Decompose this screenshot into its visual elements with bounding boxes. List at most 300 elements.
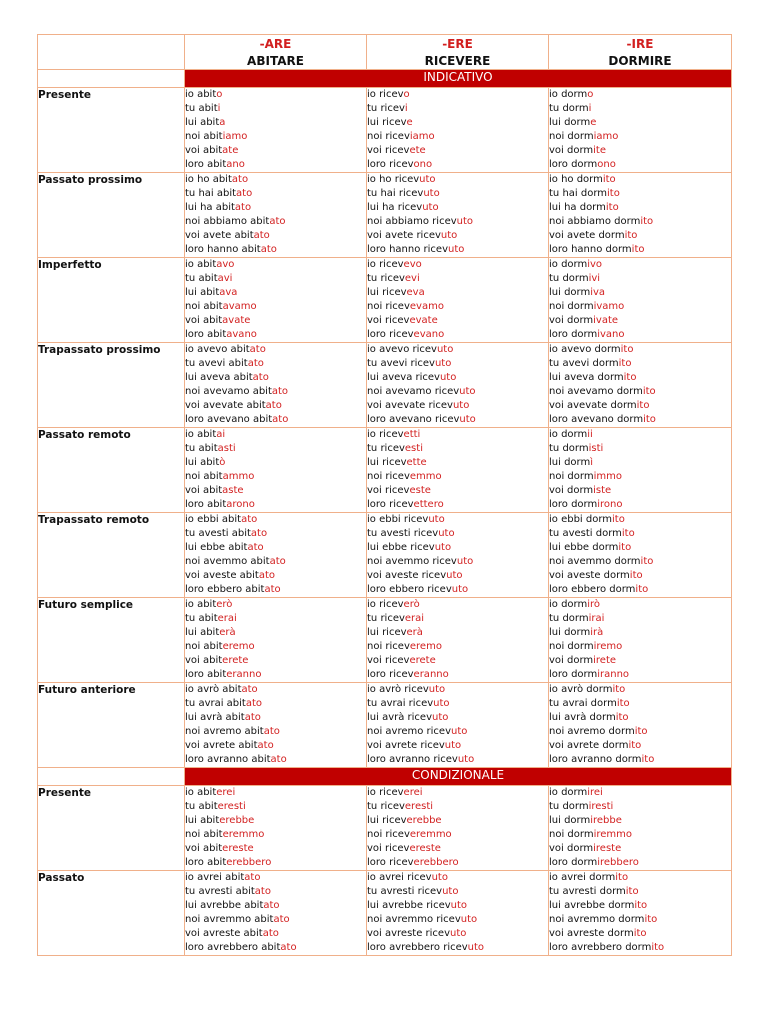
conjugation-line [549,683,731,697]
conjugation-stem: loro abit [185,329,227,340]
conjugation-ending: ato [258,570,275,581]
conjugation-line [367,371,548,385]
conjugation-ending: ito [615,712,629,723]
conjugation-stem: loro avevano ricev [367,414,460,425]
conjugation-stem: voi avete abit [185,230,254,241]
conjugation-line [549,786,731,800]
section-title-bar: CONDIZIONALE [185,768,732,786]
conjugation-line [549,428,731,442]
conjugation-line [367,173,548,187]
conjugation-line [549,913,731,927]
conjugation-line [549,527,731,541]
conjugation-line [549,612,731,626]
conjugation-stem: io avrei dorm [549,872,616,883]
conjugation-stem: noi avemmo abit [185,556,270,567]
conjugation-line [367,399,548,413]
conjugation-stem: noi dorm [549,131,594,142]
conjugation-line [185,814,366,828]
conjugation-ending: ato [241,514,258,525]
conjugation-line [367,187,548,201]
conjugation-ending: ito [612,514,625,525]
conjugation-stem: io ricev [367,599,404,610]
conjugation-line [185,800,366,814]
conjugation-stem: noi abit [185,131,223,142]
conjugation-ending: eranno [226,669,262,680]
conjugation-line [185,527,366,541]
conjugation-ending: irono [597,499,623,510]
conjugation-stem: noi avremo abit [185,726,264,737]
conjugation-ending: uto [456,216,474,227]
conjugation-stem: lui abit [185,457,220,468]
conjugation-ending: ito [644,914,658,925]
conjugation-ending: ava [219,287,238,298]
conjugation-line [549,856,731,870]
conjugation-stem: tu abit [185,613,218,624]
conjugation-line [367,927,548,941]
conjugation-line [185,258,366,272]
conjugation-line [549,243,731,257]
conjugation-line [549,272,731,286]
conjugation-line [549,314,731,328]
conjugation-line [185,668,366,682]
conjugation-line [549,941,731,955]
conjugation-ending: ammo [222,471,255,482]
tense-name: Futuro semplice [38,598,185,683]
conjugation-ending: irò [587,599,601,610]
conjugation-stem: io avevo ricev [367,344,437,355]
conjugation-ending: uto [467,942,485,953]
conjugation-line [185,753,366,767]
conjugation-ending: ato [265,400,282,411]
conjugation-line [367,428,548,442]
conjugation-line [185,541,366,555]
conjugation-ending: irai [588,613,605,624]
conjugation-ending: ette [406,457,427,468]
conjugation-line [185,612,366,626]
conjugation-ending: ito [634,726,648,737]
conjugation-line [367,527,548,541]
conjugation-line [367,258,548,272]
conjugation-line [367,941,548,955]
conjugation-stem: lui ricev [367,457,407,468]
conjugation-line [367,786,548,800]
conjugation-ending: ato [263,900,280,911]
conjugation-stem: lui dorm [549,287,591,298]
conjugation-stem: tu dorm [549,613,589,624]
conjugation-stem: lui avrebbe dorm [549,900,635,911]
conjugation-stem: lui ricev [367,287,407,298]
conjugation-stem: tu ricev [367,443,405,454]
conjugation-ending: ono [413,159,433,170]
conjugation-ending: eremo [409,641,442,652]
conjugation-stem: loro avevano dorm [549,414,644,425]
forms-cell-ricevere [367,683,549,768]
conjugation-line [367,229,548,243]
conjugation-stem: loro abit [185,499,227,510]
conjugation-ending: ai [216,429,226,440]
conjugation-line [185,328,366,342]
conjugation-ending: ato [257,740,274,751]
conjugation-stem: voi ricev [367,485,410,496]
forms-cell-ricevere [367,88,549,173]
conjugation-ending: erò [403,599,420,610]
conjugation-stem: tu abit [185,801,218,812]
conjugation-line [367,856,548,870]
conjugation-line [185,470,366,484]
conjugation-line [185,498,366,512]
conjugation-line [549,828,731,842]
forms-cell-ricevere [367,598,549,683]
conjugation-ending: ito [633,928,647,939]
conjugation-stem: tu ricev [367,273,405,284]
conjugation-line [185,130,366,144]
forms-cell-abitare [185,88,367,173]
forms-cell-ricevere [367,258,549,343]
conjugation-stem: voi dorm [549,145,594,156]
tense-name: Passato remoto [38,428,185,513]
tense-row [38,343,732,428]
conjugation-ending: uto [460,914,478,925]
conjugation-line [367,286,548,300]
conjugation-ending: ito [640,556,654,567]
conjugation-line [549,753,731,767]
forms-cell-abitare [185,598,367,683]
conjugation-line [185,555,366,569]
conjugation-line [549,173,731,187]
conjugation-stem: loro abit [185,857,227,868]
conjugation-stem: tu avevi dorm [549,358,619,369]
conjugation-stem: lui abit [185,117,220,128]
section-corner-cell [38,768,185,786]
section-row [38,70,732,88]
infinitive-label-ricevere: RICEVERE [424,53,491,68]
conjugation-ending: erei [403,787,423,798]
conjugation-ending: uto [451,726,468,737]
conjugation-stem: lui ricev [367,815,407,826]
conjugation-ending: uto [444,740,462,751]
conjugation-stem: io dorm [549,787,588,798]
conjugation-line [185,102,366,116]
conjugation-line [185,640,366,654]
conjugation-stem: noi avevamo abit [185,386,272,397]
conjugation-stem: loro ricev [367,857,414,868]
conjugation-line [367,243,548,257]
conjugation-ending: ito [651,942,665,953]
conjugation-line [549,871,731,885]
conjugation-stem: io avrei abit [185,872,245,883]
conjugation-stem: tu avrai abit [185,698,246,709]
conjugation-line [549,187,731,201]
conjugation-ending: avano [226,329,257,340]
tense-name: Presente [38,786,185,871]
conjugation-ending: iremmo [593,829,632,840]
conjugation-stem: io ho abit [185,174,232,185]
conjugation-ending: iva [590,287,606,298]
conjugation-ending: ato [247,542,264,553]
forms-cell-ricevere [367,786,549,871]
conjugation-stem: noi avremmo ricev [367,914,461,925]
conjugation-ending: ito [605,202,619,213]
conjugation-ending: ito [635,584,649,595]
conjugation-ending: isti [588,443,604,454]
conjugation-ending: ito [602,174,616,185]
conjugation-stem: noi ricev [367,471,410,482]
conjugation-line [367,626,548,640]
conjugation-ending: aste [222,485,244,496]
forms-cell-dormire [549,786,732,871]
conjugation-stem: loro ebbero abit [185,584,265,595]
conjugation-stem: loro avranno dorm [549,754,642,765]
conjugation-line [549,130,731,144]
conjugation-stem: loro ricev [367,329,414,340]
conjugation-line [367,899,548,913]
tense-name: Presente [38,88,185,173]
conjugation-ending: erai [217,613,237,624]
conjugation-stem: loro dorm [549,857,598,868]
conjugation-stem: noi ricev [367,301,410,312]
section-title-bar: INDICATIVO [185,70,732,88]
conjugation-ending: ivi [588,273,601,284]
conjugation-ending: ereste [222,843,254,854]
conjugation-ending: o [216,89,223,100]
conjugation-stem: noi abit [185,829,223,840]
conjugation-stem: tu hai abit [185,188,237,199]
conjugation-line [185,371,366,385]
conjugation-stem: voi avevate ricev [367,400,453,411]
conjugation-stem: tu ricev [367,613,405,624]
conjugation-ending: a [219,117,226,128]
conjugation-ending: ato [272,414,289,425]
tense-name: Trapassato remoto [38,513,185,598]
conjugation-stem: tu avrai dorm [549,698,617,709]
forms-cell-dormire [549,428,732,513]
conjugation-stem: noi dorm [549,641,594,652]
conjugation-ending: irete [593,655,617,666]
conjugation-stem: voi abit [185,145,223,156]
conjugation-stem: voi abit [185,655,223,666]
conjugation-line [549,88,731,102]
conjugation-line [185,286,366,300]
conjugation-stem: noi abbiamo dorm [549,216,641,227]
conjugation-line [367,357,548,371]
conjugation-ending: i [404,103,408,114]
conjugation-line [185,456,366,470]
conjugation-stem: lui ricev [367,627,407,638]
conjugation-ending: eremo [222,641,255,652]
conjugation-table-body [38,35,732,956]
conjugation-line [185,828,366,842]
conjugation-ending: avi [217,273,233,284]
suffix-label-are: -ARE [259,36,292,51]
conjugation-stem: voi avrete ricev [367,740,445,751]
conjugation-stem: loro ricev [367,159,414,170]
tense-row [38,513,732,598]
conjugation-line [185,654,366,668]
conjugation-ending: uto [457,754,475,765]
conjugation-line [367,442,548,456]
conjugation-line [367,484,548,498]
conjugation-line [367,913,548,927]
conjugation-ending: ato [270,754,287,765]
tense-name: Passato prossimo [38,173,185,258]
conjugation-line [185,144,366,158]
conjugation-stem: lui avrà ricev [367,712,432,723]
conjugation-line [367,158,548,172]
conjugation-ending: ato [269,216,286,227]
conjugation-stem: io avrei ricev [367,872,432,883]
conjugation-stem: tu avesti dorm [549,528,622,539]
conjugation-stem: loro avranno ricev [367,754,458,765]
conjugation-ending: este [409,485,431,496]
conjugation-line [367,885,548,899]
conjugation-stem: voi avete ricev [367,230,441,241]
conjugation-ending: ito [621,528,635,539]
conjugation-line [367,711,548,725]
conjugation-line [367,697,548,711]
conjugation-stem: lui dorm [549,627,591,638]
conjugation-ending: ono [597,159,616,170]
conjugation-ending: evi [404,273,420,284]
conjugation-line [549,739,731,753]
conjugation-stem: noi ricev [367,829,410,840]
conjugation-line [367,300,548,314]
conjugation-ending: ato [241,684,258,695]
conjugation-stem: loro dorm [549,499,598,510]
conjugation-line [185,913,366,927]
conjugation-ending: eremmo [222,829,265,840]
conjugation-line [185,399,366,413]
conjugation-stem: loro abit [185,159,227,170]
conjugation-ending: ito [624,230,638,241]
conjugation-stem: noi avremmo dorm [549,914,645,925]
conjugation-line [185,569,366,583]
conjugation-line [367,215,548,229]
conjugation-line [367,343,548,357]
conjugation-line [367,739,548,753]
conjugation-stem: lui aveva dorm [549,372,624,383]
conjugation-line [549,885,731,899]
conjugation-ending: uto [428,684,446,695]
conjugation-line [185,598,366,612]
conjugation-ending: ito [628,740,642,751]
conjugation-stem: io avevo dorm [549,344,621,355]
conjugation-stem: noi avremo dorm [549,726,635,737]
conjugation-stem: loro dorm [549,329,598,340]
conjugation-ending: ato [271,386,289,397]
conjugation-line [185,697,366,711]
conjugation-stem: tu ricev [367,103,405,114]
conjugation-stem: lui ricev [367,117,407,128]
conjugation-stem: tu avrai ricev [367,698,434,709]
conjugation-ending: ivo [587,259,603,270]
conjugation-ending: i [217,103,221,114]
conjugation-ending: uto [433,698,450,709]
conjugation-line [367,328,548,342]
conjugation-ending: ito [641,754,655,765]
conjugation-line [549,583,731,597]
conjugation-ending: ireste [593,843,622,854]
conjugation-line [367,201,548,215]
conjugation-stem: noi abit [185,301,223,312]
conjugation-ending: irà [590,627,604,638]
conjugation-line [367,144,548,158]
conjugation-ending: emmo [409,471,442,482]
conjugation-ending: o [403,89,410,100]
conjugation-stem: lui avrebbe ricev [367,900,451,911]
forms-cell-dormire [549,343,732,428]
conjugation-line [367,88,548,102]
conjugation-line [367,753,548,767]
conjugation-line [549,413,731,427]
conjugation-ending: ito [623,372,637,383]
conjugation-line [549,357,731,371]
conjugation-stem: lui dorm [549,117,591,128]
conjugation-line [549,343,731,357]
conjugation-line [185,116,366,130]
conjugation-stem: io abit [185,89,217,100]
conjugation-line [367,470,548,484]
conjugation-stem: voi avrete dorm [549,740,629,751]
conjugation-line [185,201,366,215]
conjugation-stem: tu abit [185,443,218,454]
conjugation-stem: voi avete dorm [549,230,625,241]
conjugation-ending: evate [409,315,438,326]
conjugation-stem: voi dorm [549,843,594,854]
conjugation-stem: loro hanno ricev [367,244,448,255]
conjugation-stem: io dorm [549,89,588,100]
conjugation-line [185,173,366,187]
conjugation-ending: ito [634,900,648,911]
conjugation-line [185,725,366,739]
conjugation-ending: ato [250,528,268,539]
conjugation-line [549,385,731,399]
conjugation-stem: io abit [185,787,217,798]
header-row [38,35,732,70]
conjugation-ending: iamo [222,131,248,142]
conjugation-ending: uto [422,202,439,213]
conjugation-ending: uto [447,244,465,255]
conjugation-stem: lui dorm [549,457,591,468]
conjugation-ending: uto [423,188,440,199]
conjugation-stem: tu avesti ricev [367,528,439,539]
conjugation-stem: io dorm [549,599,588,610]
conjugation-ending: uto [451,584,469,595]
conjugation-ending: uto [436,344,454,355]
conjugation-line [367,668,548,682]
conjugation-line [185,243,366,257]
conjugation-ending: eresti [404,801,434,812]
forms-cell-abitare [185,786,367,871]
conjugation-stem: loro avranno abit [185,754,271,765]
conjugation-stem: loro abit [185,669,227,680]
conjugation-ending: erà [406,627,423,638]
conjugation-stem: lui abit [185,815,220,826]
conjugation-line [549,927,731,941]
conjugation-stem: noi abit [185,471,223,482]
forms-cell-abitare [185,428,367,513]
forms-cell-dormire [549,683,732,768]
conjugation-line [367,842,548,856]
tense-row [38,428,732,513]
conjugation-ending: ato [249,344,266,355]
conjugation-line [549,470,731,484]
conjugation-stem: loro avrebbero abit [185,942,281,953]
conjugation-ending: ivamo [593,301,625,312]
forms-cell-ricevere [367,173,549,258]
conjugation-stem: loro ricev [367,499,414,510]
section-row [38,768,732,786]
conjugation-line [549,640,731,654]
